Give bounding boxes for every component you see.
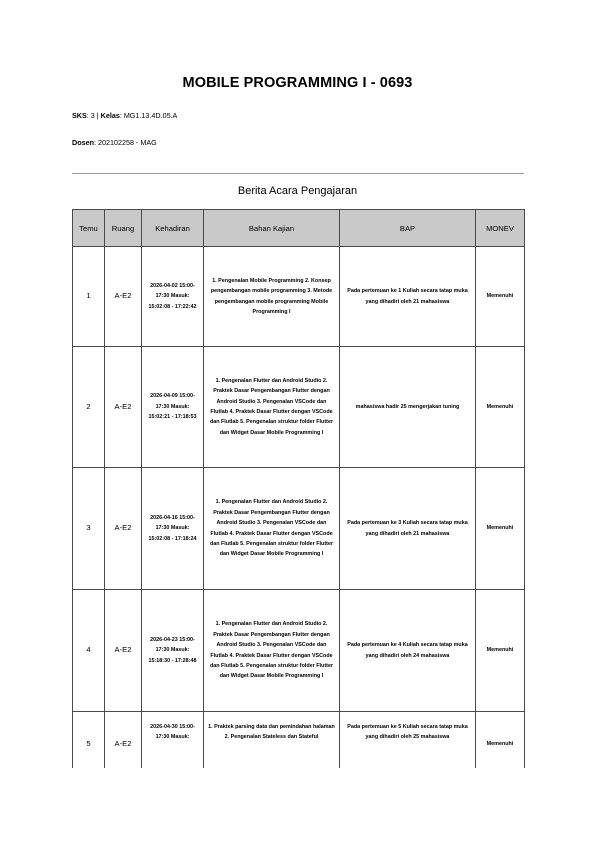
- table-row: [73, 590, 525, 712]
- table-row: [73, 347, 525, 468]
- cell-ruang: A-E2: [105, 347, 142, 468]
- cell-kehadiran: 2026-04-30 15:00-17:30 Masuk:: [142, 712, 204, 778]
- bap-table: [72, 209, 525, 778]
- cell-temu: 5: [73, 712, 105, 778]
- cell-monev: Memenuhi: [476, 590, 525, 712]
- cell-temu: 4: [73, 590, 105, 712]
- cell-kehadiran: 2026-04-02 15:00-17:30 Masuk: 15:02:08 - 17:22:42: [142, 247, 204, 347]
- cell-temu: 1: [73, 247, 105, 347]
- cell-ruang: A-E2: [105, 712, 142, 778]
- cell-kehadiran: 2026-04-23 15:00-17:30 Masuk: 15:18:30 - 17:28:48: [142, 590, 204, 712]
- table-header-row: [73, 210, 525, 247]
- cell-bap: Pada pertemuan ke 5 Kuliah secara tatap muka yang dihadiri oleh 25 mahasiswa: [340, 712, 476, 778]
- sks-label: SKS: [72, 111, 87, 120]
- header-temu: Temu: [73, 210, 105, 247]
- cell-ruang: A-E2: [105, 590, 142, 712]
- table-row: [73, 468, 525, 590]
- cell-bap: Pada pertemuan ke 4 Kuliah secara tatap muka yang dihadiri oleh 24 mahasiswa: [340, 590, 476, 712]
- cell-monev: Memenuhi: [476, 712, 525, 778]
- cell-bahan-kajian: 1. Pengenalan Flutter dan Android Studio 2. Praktek Dasar Pengembangan Flutter dengan Android Studio 3. Pengenalan VSCode dan Flutlab 4. Praktek Dasar Flutter dengan VSCode dan Flutlab 5. Pengenalan struktur folder Flutter dan Widget Dasar Mobile Programming I: [204, 347, 340, 468]
- cell-bahan-kajian: 1. Pengenalan Flutter dan Android Studio 2. Praktek Dasar Pengembangan Flutter dengan Android Studio 3. Pengenalan VSCode dan Flutlab 4. Praktek Dasar Flutter dengan VSCode dan Flutlab 5. Pengenalan struktur folder Flutter dan Widget Dasar Mobile Programming I: [204, 590, 340, 712]
- sks-value: : 3 |: [86, 111, 101, 120]
- kelas-label: Kelas: [100, 111, 120, 120]
- section-title: Berita Acara Pengajaran: [237, 185, 358, 197]
- header-kehadiran: Kehadiran: [142, 210, 204, 247]
- header-monev: MONEV: [476, 210, 525, 247]
- cell-bahan-kajian: 1. Pengenalan Mobile Programming 2. Konsep pengembangan mobile programming 3. Metode pengembangan mobile programming Mobile Programming I: [204, 247, 340, 347]
- cell-temu: 3: [73, 468, 105, 590]
- cell-bahan-kajian: 1. Pengenalan Flutter dan Android Studio 2. Praktek Dasar Pengembangan Flutter dengan Android Studio 3. Pengenalan VSCode dan Flutlab 4. Praktek Dasar Flutter dengan VSCode dan Flutlab 5. Pengenalan struktur folder Flutter dan Widget Dasar Mobile Programming I: [204, 468, 340, 590]
- cell-ruang: A-E2: [105, 247, 142, 347]
- cell-temu: 2: [73, 347, 105, 468]
- dosen-value: : 202102258 - MAG: [93, 138, 157, 147]
- cell-bap: Pada pertemuan ke 1 Kuliah secara tatap muka yang dihadiri oleh 21 mahasiswa: [340, 247, 476, 347]
- cell-kehadiran: 2026-04-16 15:00-17:30 Masuk: 15:02:08 - 17:18:24: [142, 468, 204, 590]
- page-bottom-margin: [60, 768, 540, 848]
- cell-ruang: A-E2: [105, 468, 142, 590]
- table-row: [73, 247, 525, 347]
- course-sks-kelas: [72, 111, 177, 120]
- header-bap: BAP: [340, 210, 476, 247]
- divider: [72, 173, 524, 174]
- header-ruang: Ruang: [105, 210, 142, 247]
- dosen-label: Dosen: [72, 138, 94, 147]
- cell-monev: Memenuhi: [476, 347, 525, 468]
- cell-bap: mahasiswa hadir 25 mengerjakan tuning: [340, 347, 476, 468]
- kelas-value: : MG1.13.4D.05.A: [119, 111, 178, 120]
- cell-monev: Memenuhi: [476, 247, 525, 347]
- course-title: MOBILE PROGRAMMING I - 0693: [182, 75, 413, 91]
- cell-monev: Memenuhi: [476, 468, 525, 590]
- course-dosen: [72, 138, 157, 147]
- header-bahan-kajian: Bahan Kajian: [204, 210, 340, 247]
- cell-kehadiran: 2026-04-09 15:00-17:30 Masuk: 15:02:21 - 17:18:53: [142, 347, 204, 468]
- cell-bahan-kajian: 1. Praktek parsing data dan pemindahan halaman 2. Pengenalan Stateless dan Stateful: [204, 712, 340, 778]
- cell-bap: Pada pertemuan ke 3 Kuliah secara tatap muka yang dihadiri oleh 21 mahasiswa: [340, 468, 476, 590]
